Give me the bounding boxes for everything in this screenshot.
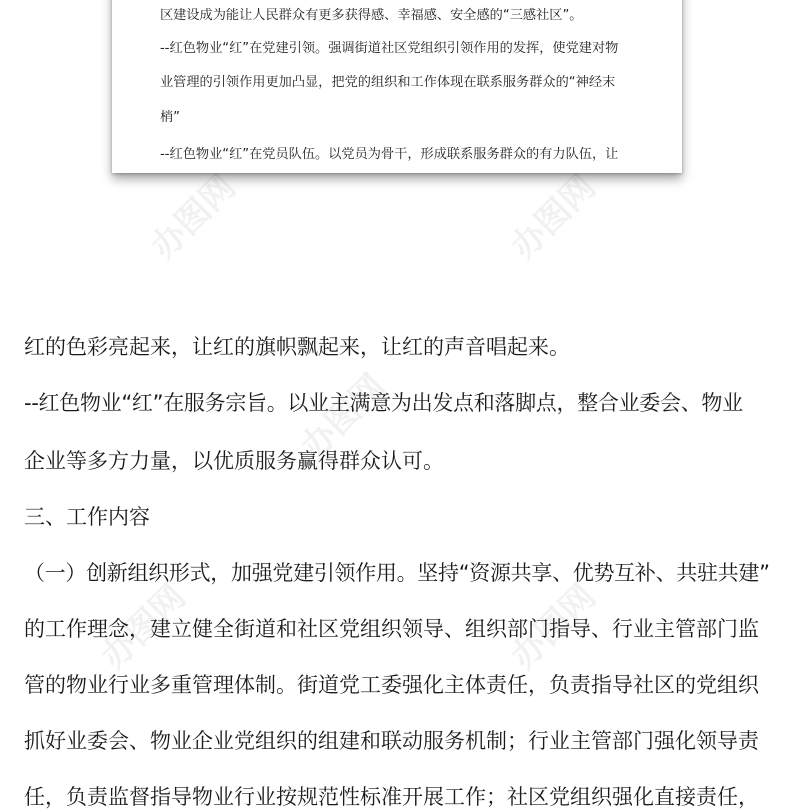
document-preview-card: [112, 0, 682, 173]
card-text-line: --红色物业“红”在党员队伍。以党员为骨干，形成联系服务群众的有力队伍，让: [160, 147, 619, 162]
body-text-line: 红的色彩亮起来，让红的旗帜飘起来，让红的声音唱起来。: [24, 335, 570, 359]
body-text-line: （一）创新组织形式，加强党建引领作用。坚持“资源共享、优势互补、共驻共建”: [24, 561, 770, 585]
card-text-line: 业管理的引领作用更加凸显，把党的组织和工作体现在联系服务群众的“神经末: [160, 75, 616, 90]
body-text-line: --红色物业“红”在服务宗旨。以业主满意为出发点和落脚点，整合业委会、物业: [24, 391, 743, 415]
body-text-line: 管的物业行业多重管理体制。街道党工委强化主体责任，负责指导社区的党组织: [24, 673, 759, 697]
card-text-line: 区建设成为能让人民群众有更多获得感、幸福感、安全感的“三感社区”。: [160, 8, 583, 23]
card-text-line: --红色物业“红”在党建引领。强调街道社区党组织引领作用的发挥，使党建对物: [160, 41, 619, 56]
body-text-line: 企业等多方力量，以优质服务赢得群众认可。: [24, 449, 444, 473]
watermark: 办图网: [93, 576, 194, 678]
watermark: 办图网: [143, 166, 244, 268]
body-text-line: 抓好业委会、物业企业党组织的组建和联动服务机制；行业主管部门强化领导责: [24, 729, 759, 753]
watermark: 办图网: [293, 366, 394, 468]
watermark: 办图网: [503, 576, 604, 678]
body-text-line: 任，负责监督指导物业行业按规范性标准开展工作；社区党组织强化直接责任，: [24, 785, 759, 809]
watermark: 办图网: [503, 166, 604, 268]
section-heading: 三、工作内容: [24, 505, 150, 529]
body-text-line: 的工作理念，建立健全街道和社区党组织领导、组织部门指导、行业主管部门监: [24, 617, 759, 641]
card-text-line: 梢”: [160, 110, 181, 125]
